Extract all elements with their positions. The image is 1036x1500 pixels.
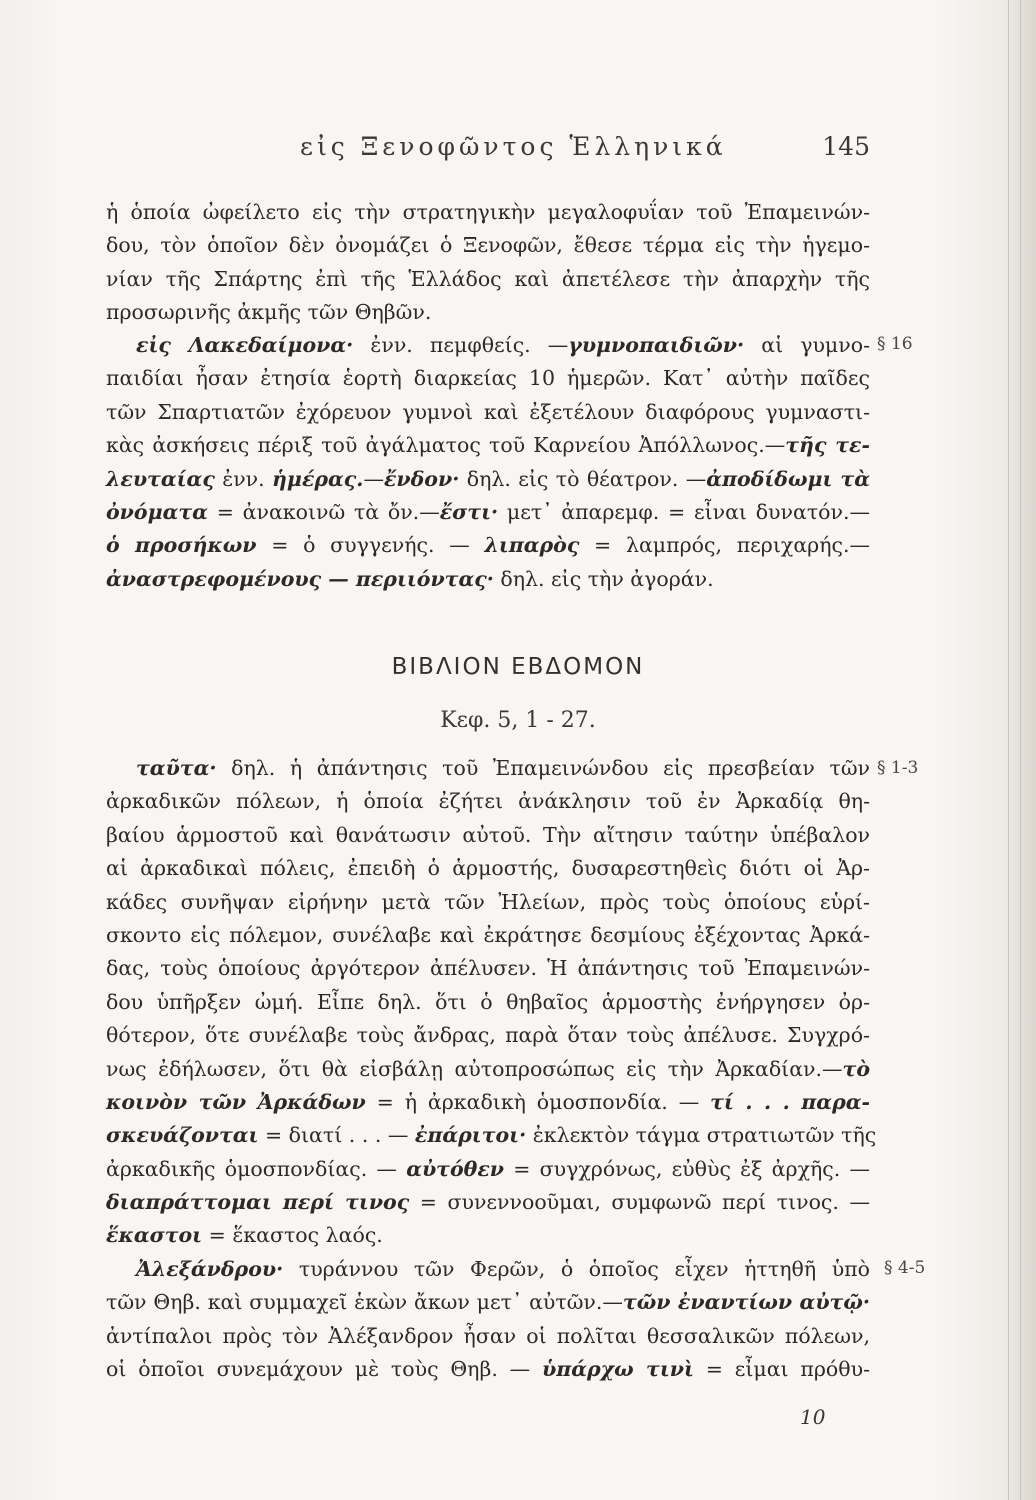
text-line: τῶν Σπαρτιατῶν ἐχόρευον γυμνοὶ καὶ ἐξετέλουν διαφόρους γυμναστι- — [106, 399, 870, 424]
text-line: δας, τοὺς ὁποίους ἀργότερον ἀπέλυσεν. Ἡ ἀπάντησις τοῦ Ἐπαμεινών- — [106, 956, 870, 981]
gloss-text: = ἕκαστος λαός. — [202, 1223, 383, 1248]
page-edge-line — [1020, 0, 1021, 1500]
page-number: 145 — [822, 132, 870, 161]
text-line: ἀντίπαλοι πρὸς τὸν Ἀλέξανδρον ἦσαν οἱ πολῖται θεσσαλικῶν πόλεων, — [106, 1323, 870, 1348]
paragraph-continuation — [106, 196, 870, 330]
text-line — [106, 429, 870, 462]
glossary-term: ταῦτα· — [136, 756, 217, 780]
text-line — [106, 496, 870, 529]
text-line — [106, 1119, 877, 1152]
gloss-text: = ὁ συγγενής. — — [256, 533, 485, 558]
gloss-text: τυράννου τῶν Φερῶν, ὁ ὁποῖος εἶχεν ἡττηθῆ ὑπὸ — [283, 1257, 870, 1281]
gloss-text: = λαμπρός, περιχαρής.— — [579, 533, 870, 558]
text-line — [106, 329, 870, 362]
gloss-text: = συνεννοοῦμαι, συμφωνῶ περί τινος. — — [409, 1190, 870, 1215]
running-title: εἰς Ξενοφῶντος Ἑλληνικά — [300, 132, 727, 161]
glossary-term: ἕκαστοι — [106, 1223, 203, 1248]
glossary-term: λευταίας — [106, 466, 215, 491]
text-line: δου ὑπῆρξεν ὠμή. Εἶπε δηλ. ὅτι ὁ θηβαῖος ἁρμοστὴς ἐνήργησεν ὀρ- — [106, 989, 870, 1014]
text-line: προσωρινῆς ἀκμῆς τῶν Θηβῶν. — [106, 300, 432, 325]
text-line — [106, 1086, 870, 1119]
glossary-term: ἔστι· — [439, 499, 499, 524]
text-line — [106, 529, 870, 562]
gloss-text: = συγχρόνως, εὐθὺς ἐξ ἀρχῆς. — — [504, 1156, 870, 1181]
glossary-term: εἰς Λακεδαίμονα· — [136, 333, 354, 357]
gloss-text: δηλ. εἰς τὴν ἀγοράν. — [493, 566, 714, 591]
glossary-term: ἡμέρας. — [272, 466, 364, 491]
glossary-term: ὑπάρχω τινὶ — [541, 1357, 694, 1382]
text-line — [106, 1053, 870, 1086]
gloss-text: ἀρκαδικῆς ὁμοσπονδίας. — — [106, 1156, 407, 1181]
gloss-text: = ἀνακοινῶ τὰ ὄν.— — [207, 499, 440, 524]
text-line — [106, 1186, 870, 1219]
page-edge-line — [1008, 0, 1009, 1500]
text-line — [106, 1286, 870, 1319]
signature-number: 10 — [800, 1405, 826, 1429]
gloss-text: — — [363, 466, 384, 491]
text-line — [106, 1219, 870, 1252]
gloss-text: αἱ γυμνο- — [744, 333, 870, 357]
text-line: βαίου ἁρμοστοῦ καὶ θανάτωσιν αὐτοῦ. Τὴν αἴτησιν ταύτην ὑπέβαλον — [106, 822, 870, 847]
glossary-term: γυμνοπαιδιῶν· — [568, 333, 745, 357]
text-line: αἱ ἀρκαδικαὶ πόλεις, ἐπειδὴ ὁ ἁρμοστής, δυσαρεστηθεὶς διότι οἱ Ἀρ- — [106, 856, 870, 881]
text-line — [106, 1253, 870, 1286]
glossary-term: ὀνόματα — [106, 499, 208, 524]
margin-section-mark: § 1-3 — [877, 758, 919, 778]
text-line: παιδίαι ἦσαν ἐτησία ἑορτὴ διαρκείας 10 ἡμερῶν. Κατ᾿ αὐτὴν παῖδες — [106, 366, 870, 391]
text-line — [106, 563, 870, 596]
page-header — [300, 132, 870, 172]
text-line: σκοντο εἰς πόλεμον, συνέλαβε καὶ ἐκράτησε δεσμίους ἐξέχοντας Ἀρκά- — [106, 922, 870, 947]
gloss-text: = εἶμαι πρόθυ- — [693, 1357, 870, 1382]
margin-section-mark: § 16 — [877, 334, 913, 354]
gloss-text: οἱ ὁποῖοι συνεμάχουν μὲ τοὺς Θηβ. — — [106, 1357, 542, 1382]
glossary-term: ἀποδίδωμι τὰ — [706, 466, 870, 491]
chapter-reference: Κεφ. 5, 1 - 27. — [440, 708, 596, 733]
glossary-term: τῆς τε- — [785, 433, 870, 458]
text-line: ἀρκαδικῶν πόλεων, ἡ ὁποία ἐζήτει ἀνάκλησιν τοῦ ἐν Ἀρκαδίᾳ θη- — [106, 789, 870, 814]
glossary-term: λιπαρὸς — [484, 533, 580, 558]
glossary-term: κοινὸν τῶν Ἀρκάδων — [106, 1089, 366, 1114]
gloss-text: ἐνν. — [214, 466, 273, 491]
book-title: ΒΙΒΛΙΟΝ ΕΒΔΟΜΟΝ — [391, 654, 645, 680]
glossary-term: ἀναστρεφομένους — περιιόντας· — [106, 566, 494, 591]
glossary-term: ὁ προσήκων — [106, 533, 257, 558]
glossary-term: αὐτόθεν — [406, 1156, 505, 1181]
gloss-text: ἐνν. πεμφθείς. — — [353, 333, 569, 357]
text-line: κάδες συνῆψαν εἰρήνην μετὰ τῶν Ἠλείων, πρὸς τοὺς ὁποίους εὑρί- — [106, 889, 870, 914]
glossary-paragraph — [106, 752, 877, 1253]
glossary-term: τὸ — [842, 1056, 870, 1081]
gloss-text: = διατί . . . — — [258, 1123, 415, 1148]
text-line: ἡ ὁποία ὠφείλετο εἰς τὴν στρατηγικὴν μεγαλοφυΐαν τοῦ Ἐπαμεινών- — [106, 200, 870, 224]
glossary-term: σκευάζονται — [106, 1123, 259, 1148]
text-line — [106, 463, 870, 496]
glossary-term: Ἀλεξάνδρου· — [136, 1257, 284, 1281]
gloss-text: νως ἐδήλωσεν, ὅτι θὰ εἰσβάλῃ αὐτοπροσώπως εἰς τὴν Ἀρκαδίαν.— — [106, 1056, 843, 1081]
glossary-term: διαπράττομαι περί τινος — [106, 1190, 410, 1215]
margin-section-mark: § 4-5 — [884, 1258, 926, 1278]
text-line: νίαν τῆς Σπάρτης ἐπὶ τῆς Ἑλλάδος καὶ ἀπετέλεσε τὴν ἀπαρχὴν τῆς — [106, 266, 870, 291]
gloss-text: μετ᾿ ἀπαρεμφ. = εἶναι δυνατόν.— — [498, 499, 870, 524]
gloss-text: κὰς ἀσκήσεις πέριξ τοῦ ἀγάλματος τοῦ Καρνείου Ἀπόλλωνος.— — [106, 433, 786, 458]
gloss-text: δηλ. ἡ ἀπάντησις τοῦ Ἐπαμεινώνδου εἰς πρεσβείαν τῶν — [216, 756, 870, 780]
glossary-term: τί . . . παρα- — [710, 1089, 870, 1114]
gloss-text: ἐκλεκτὸν τάγμα στρατιωτῶν τῆς — [526, 1123, 877, 1148]
gloss-text: δηλ. εἰς τὸ θέατρον. — — [459, 466, 707, 491]
text-line: δου, τὸν ὁποῖον δὲν ὀνομάζει ὁ Ξενοφῶν, ἔθεσε τέρμα εἰς τὴν ἡγεμο- — [106, 233, 870, 258]
gloss-text: = ἡ ἀρκαδικὴ ὁμοσπονδία. — — [365, 1089, 711, 1114]
glossary-term: ἔνδον· — [383, 466, 460, 491]
text-line — [106, 1153, 870, 1186]
gloss-text: τῶν Θηβ. καὶ συμμαχεῖ ἑκὼν ἄκων μετ᾿ αὐτῶν.— — [106, 1290, 623, 1315]
glossary-term: τῶν ἐναντίων αὐτῷ· — [622, 1290, 870, 1315]
text-line — [106, 1353, 870, 1386]
glossary-paragraph — [106, 329, 870, 596]
text-line — [106, 752, 870, 785]
glossary-paragraph — [106, 1253, 870, 1387]
glossary-term: ἐπάριτοι· — [414, 1123, 527, 1148]
text-line: θότερον, ὅτε συνέλαβε τοὺς ἄνδρας, παρὰ ὅταν τοὺς ἀπέλυσε. Συγχρό- — [106, 1023, 870, 1048]
